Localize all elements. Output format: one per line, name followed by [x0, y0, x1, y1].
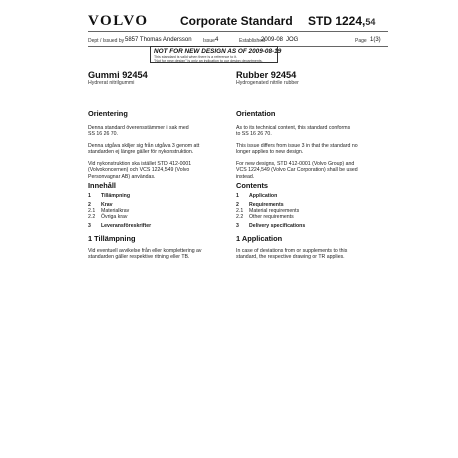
title-swedish: Gummi 92454: [88, 70, 148, 80]
toc-label: Delivery specifications: [249, 223, 306, 230]
standard-number: [308, 14, 375, 28]
toc-label: Application: [249, 193, 278, 199]
notice-title: NOT FOR NEW DESIGN AS OF 2009-08-19: [154, 48, 282, 55]
section-1-heading-swedish: 1 Tillämpning: [88, 234, 136, 243]
page-label: Page: [355, 38, 367, 44]
orientation-line: VCS 1224,549 (Volvo Car Corporation) shall be used: [236, 167, 358, 174]
toc-number: 2.2: [236, 213, 244, 220]
orientation-line: instead.: [236, 173, 255, 180]
section-1-line: In case of deviations from or supplements to this: [236, 248, 348, 254]
toc-label: Tillämpning: [101, 193, 131, 199]
toc-label: Other requirements: [249, 213, 294, 220]
initials: JOG: [286, 37, 299, 43]
orientation-line: As to its technical content, this standard conforms: [236, 125, 351, 131]
orientation-heading-english: Orientation: [236, 109, 276, 118]
toc-label: Krav: [101, 202, 113, 209]
orientation-line: longer applies to new design.: [236, 149, 304, 156]
orientation-line: Denna utgåva skiljer sig från utgåva 3 genom att: [88, 143, 200, 149]
orientation-line: SS 16 26 70.: [88, 131, 118, 138]
toc-number: 1: [236, 193, 239, 199]
toc-number: 3: [88, 223, 91, 230]
toc-number: 2: [88, 202, 91, 209]
established-value: 2009-08: [261, 37, 284, 43]
section-1-line: standard, the respective drawing or TR applies.: [236, 254, 345, 261]
orientation-line: Denna standard överensstämmer i sak med: [88, 125, 189, 131]
orientation-line: Vid nykonstruktion ska istället STD 412-0001: [88, 161, 192, 167]
toc-number: 3: [236, 223, 239, 230]
orientation-line: For new designs, STD 412-0001 (Volvo Group) and: [236, 161, 355, 167]
orientation-line: Personvagnar AB) användas.: [88, 173, 156, 180]
toc-item: [88, 224, 226, 230]
standard-number-main: STD 1224,: [308, 14, 366, 28]
table-of-contents-english: [236, 194, 374, 230]
subtitle-swedish: Hydrerat nitrilgummi: [88, 80, 135, 86]
section-1-line: standarden gäller respektive ritning eller TB.: [88, 254, 190, 261]
standard-number-suffix: 54: [365, 17, 376, 27]
orientation-line: (Volvokoncernen) och VCS 1224,549 (Volvo: [88, 167, 190, 174]
toc-number: 2.1: [236, 208, 244, 215]
toc-item: [236, 224, 374, 230]
toc-number: 2.2: [88, 213, 96, 220]
toc-label: Övriga krav: [101, 213, 128, 220]
toc-label: Leveransföreskrifter: [101, 223, 152, 230]
contents-heading-english: Contents: [236, 181, 269, 190]
orientation-heading-swedish: Orientering: [88, 109, 128, 118]
orientation-line: This issue differs from issue 3 in that the standard no: [236, 143, 358, 149]
table-of-contents-swedish: [88, 194, 226, 230]
document-type: Corporate Standard: [180, 14, 293, 28]
toc-label: Material requirements: [249, 208, 300, 215]
toc-label: Materialkrav: [101, 208, 130, 215]
subtitle-english: Hydrogenated nitrile rubber: [236, 80, 299, 86]
page-value: 1(3): [370, 37, 381, 43]
toc-number: 2.1: [88, 208, 96, 215]
toc-label: Requirements: [249, 202, 284, 209]
section-1-heading-english: 1 Application: [236, 234, 283, 243]
dept-label: Dept / Issued by: [88, 38, 125, 44]
document-header: [88, 13, 388, 29]
issue-label: Issue: [203, 38, 215, 44]
established-label: Established: [239, 38, 265, 44]
orientation-line: standarden ej längre gäller för nykonstruktion.: [88, 149, 194, 156]
header-rule: [88, 31, 388, 32]
volvo-logo: VOLVO: [88, 13, 149, 29]
dept-value: 5857 Thomas Andersson: [125, 37, 192, 43]
issue-value: 4: [215, 37, 219, 43]
section-1-line: Vid eventuell avvikelse från eller komplettering av: [88, 248, 202, 254]
toc-number: 2: [236, 202, 239, 209]
orientation-line: to SS 16 26 70.: [236, 131, 272, 138]
notice-line-2: "Not for new design" is only an indication to our design departments.: [154, 59, 263, 63]
toc-number: 1: [88, 193, 91, 199]
not-for-new-design-notice: [150, 46, 282, 63]
notice-line-1: This standard is valid when there is a reference to it.: [154, 55, 238, 59]
contents-heading-swedish: Innehåll: [88, 181, 116, 190]
title-english: Rubber 92454: [236, 70, 297, 80]
